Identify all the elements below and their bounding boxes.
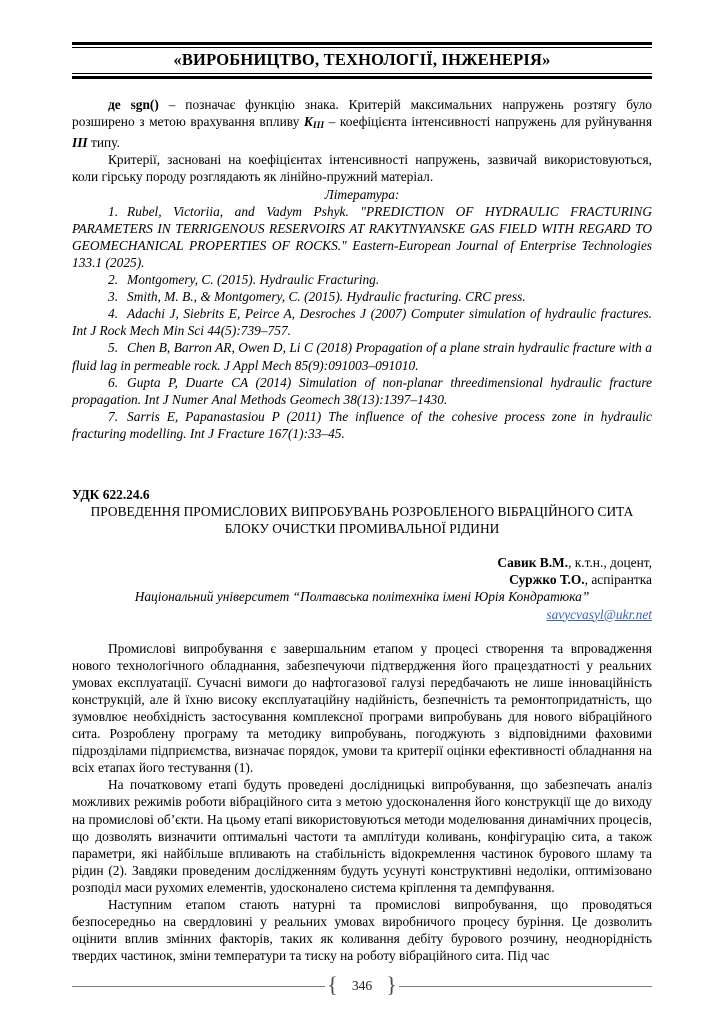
reference-number: 7. (108, 408, 119, 424)
continued-paragraph-2: Критерії, засновані на коефіцієнтах інтенсивності напружень, зазвичай використовуються, коли гірську породу розглядають як лінійно-пружний матеріал. (72, 152, 652, 185)
author-email-line (72, 606, 652, 623)
reference-number: 4. (108, 306, 119, 322)
udk-code: УДК 622.24.6 (72, 486, 150, 502)
article-paragraph: Наступним етапом стають натурні та промислові випробування, що проводяться безпосередньо на свердловині у реальних умовах виробничого процесу буріння. Це дозволить оцінити вплив змінних факторів, таких як коливання дебіту бурового розчину, неоднорідність твердих частинок, зміни температури та тиску на роботу вібраційного сита. Під час (72, 897, 652, 964)
author-1-name: Савик В.М. (497, 555, 569, 571)
footer-rule-left (72, 986, 325, 987)
reference-number: 2. (108, 272, 119, 288)
affiliation: Національний університет “Полтавська політехніка імені Юрія Кондратюка” (134, 589, 590, 605)
reference-item (72, 339, 652, 373)
symbol-type-three: III (72, 135, 88, 151)
header-rule-bottom-thick (72, 76, 652, 79)
reference-number: 6. (108, 374, 119, 390)
article-title-line-2: БЛОКУ ОЧИСТКИ ПРОМИВАЛЬНОЇ РІДИНИ (224, 521, 500, 537)
reference-text: Chen B, Barron AR, Owen D, Li C (2018) Propagation of a plane strain hydraulic fracture with a fluid lag in permeable rock. J Appl Mech 85(9):091003–091010. (72, 340, 652, 373)
footer-brace-left: { (327, 972, 338, 997)
symbol-k: K (303, 114, 313, 130)
reference-text: Adachi J, Siebrits E, Peirce A, Desroches J (2007) Computer simulation of hydraulic fractures. Int J Rock Mech Min Sci 44(5):739–757. (72, 306, 652, 339)
literature-heading: Література: (324, 186, 400, 202)
reference-number: 1. (108, 203, 119, 219)
reference-number: 3. (108, 289, 119, 305)
reference-item (72, 288, 652, 305)
author-email-link[interactable]: savycvasyl@ukr.net (546, 606, 652, 622)
footer-brace-right: } (386, 972, 397, 997)
reference-item (72, 305, 652, 339)
page-content (72, 96, 652, 964)
continued-paragraph-1-end: типу. (87, 135, 120, 151)
reference-text: Gupta P, Duarte CA (2014) Simulation of non-planar threedimensional hydraulic fracture propagation. Int J Numer Anal Methods Geomech 38(13):1397–1430. (72, 374, 652, 407)
symbol-k-subscript: III (312, 120, 325, 132)
title-author-gap (72, 537, 652, 554)
reference-text: Montgomery, C. (2015). Hydraulic Fracturing. (127, 272, 380, 288)
reference-item (72, 408, 652, 442)
reference-item (72, 374, 652, 408)
author-1-degree: , к.т.н., доцент, (568, 555, 652, 571)
continued-paragraph-1-mid1: – позначає функцію знака. Критерій максимальних напружень розтягу було розширено з метою врахування впливу (72, 97, 652, 130)
reference-item (72, 203, 652, 271)
reference-text: Rubel, Victoriia, and Vadym Pshyk. "PREDICTION OF HYDRAULIC FRACTURING PARAMETERS IN TERRIGENOUS RESERVOIRS AT RAKYTNYANSKE GAS FIELD WITH REGARD TO GEOMECHANICAL PROPERTIES OF ROCKS." Eastern-European Journal of Enterprise Technologies 133.1 (2025). (72, 203, 652, 270)
author-body-gap (72, 623, 652, 640)
page-number: 346 (351, 978, 373, 993)
reference-text: Smith, M. B., & Montgomery, C. (2015). Hydraulic fracturing. CRC press. (127, 289, 526, 305)
author-line-2 (72, 571, 652, 588)
page-footer (72, 972, 652, 997)
reference-item (72, 271, 652, 288)
footer-rule-right (399, 986, 652, 987)
article-paragraph: Промислові випробування є завершальним етапом у процесі створення та впровадження нового технологічного обладнання, забезпечуючи підтвердження його працездатності у реальних умовах експлуатації. Сучасні вимоги до нафтогазової галузі передбачають не лише інноваційність конструкцій, але й їхню високу експлуатаційну надійність, безпечність та ремонтопридатність, що зумовлює необхідність застосування комплексної програми випробувань для нового вібраційного сита. Розроблену програму та методику випробувань, погоджують з відповідними фаховими підрозділами підприємства, визначає порядок, умови та критерії оцінки ефективності обладнання на всіх етапах його тестування (1). (72, 640, 652, 776)
continued-paragraph-1-mid2: – коефіцієнта інтенсивності напружень для руйнування (324, 114, 653, 130)
article-title-line-1: ПРОВЕДЕННЯ ПРОМИСЛОВИХ ВИПРОБУВАНЬ РОЗРОБЛЕНОГО ВІБРАЦІЙНОГО СИТА (90, 504, 634, 520)
running-header (72, 42, 652, 79)
author-2-degree: , аспірантка (584, 572, 652, 588)
term-sgn: де sgn() (108, 97, 159, 112)
section-gap (72, 442, 652, 486)
article-paragraph: На початковому етапі будуть проведені дослідницькі випробування, що забезпечать аналіз можливих режимів роботи вібраційного сита з метою удосконалення його конструкції ще до виходу на промислові об’єкти. На цьому етапі використовуються методи моделювання динамічних процесів, що дозволять визначити оптимальні частоти та амплітуди коливань, конфігурацію сита, а також параметри, які найбільше впливають на стабільність відокремлення частинок бурового шламу та рідин (2). Завдяки проведеним дослідженням будуть усунуті конструктивні недоліки, оптимізовано розподіл маси рухомих елементів, удосконалено система кріплення та демпфування. (72, 777, 652, 895)
author-2-name: Суржко Т.О. (509, 572, 585, 588)
reference-text: Sarris E, Papanastasiou P (2011) The influence of the cohesive process zone in hydraulic fracturing modelling. Int J Fracture 167(1):33–45. (72, 408, 652, 441)
running-header-title: «ВИРОБНИЦТВО, ТЕХНОЛОГІЇ, ІНЖЕНЕРІЯ» (173, 50, 551, 69)
continued-paragraph-1 (72, 96, 652, 151)
reference-number: 5. (108, 340, 119, 356)
author-line-1 (72, 554, 652, 571)
